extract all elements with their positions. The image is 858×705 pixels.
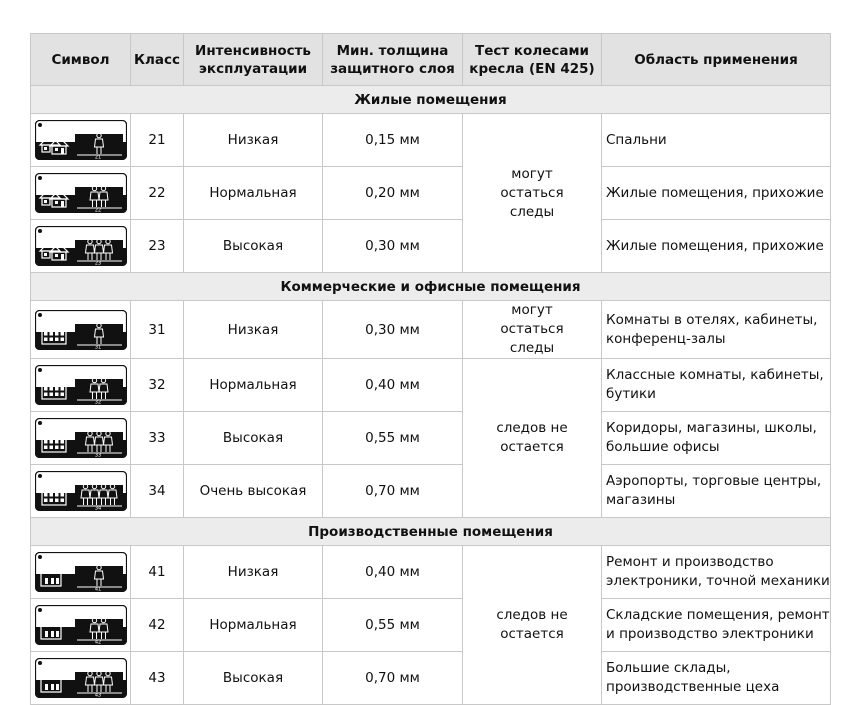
svg-text:34: 34 <box>94 505 101 511</box>
area-cell: Аэропорты, торговые центры, магазины <box>602 465 831 518</box>
svg-text:42: 42 <box>94 639 101 645</box>
thickness-cell: 0,30 мм <box>323 301 463 359</box>
thickness-cell: 0,55 мм <box>323 599 463 652</box>
chair-test-cell <box>463 546 602 705</box>
area-cell: Жилые помещения, прихожие <box>602 167 831 220</box>
table-row <box>31 546 831 599</box>
thickness-cell: 0,70 мм <box>323 465 463 518</box>
table-row <box>31 465 831 518</box>
symbol-cell <box>31 301 131 359</box>
svg-text:31: 31 <box>94 344 101 350</box>
header-chair-test: Тест колесами кресла (EN 425) <box>463 34 602 86</box>
wear-class-table <box>30 33 831 705</box>
symbol-cell <box>31 546 131 599</box>
svg-text:41: 41 <box>94 586 101 592</box>
area-cell: Классные комнаты, кабинеты, бутики <box>602 359 831 412</box>
table-row <box>31 412 831 465</box>
intensity-cell: Высокая <box>184 220 323 273</box>
chair-test-cell <box>463 359 602 518</box>
chair-test-cell <box>463 301 602 359</box>
area-cell: Спальни <box>602 114 831 167</box>
chair-test-text: могут остаться следы <box>500 302 564 356</box>
symbol-cell <box>31 599 131 652</box>
intensity-cell: Нормальная <box>184 359 323 412</box>
symbol-cell <box>31 359 131 412</box>
section-row <box>31 273 831 301</box>
intensity-cell: Высокая <box>184 652 323 705</box>
chair-test-text: могут остаться следы <box>500 165 564 220</box>
table-row <box>31 652 831 705</box>
area-cell: Складские помещения, ремонт и производство электроники <box>602 599 831 652</box>
thickness-cell: 0,40 мм <box>323 546 463 599</box>
symbol-cell <box>31 412 131 465</box>
svg-text:33: 33 <box>94 452 101 458</box>
house-class-symbol-icon <box>35 226 127 266</box>
symbol-cell <box>31 220 131 273</box>
thickness-cell: 0,20 мм <box>323 167 463 220</box>
office-building-class-symbol-icon <box>35 418 127 458</box>
symbol-cell <box>31 465 131 518</box>
area-cell: Ремонт и производство электроники, точной механики <box>602 546 831 599</box>
svg-text:23: 23 <box>94 260 101 266</box>
table-row <box>31 599 831 652</box>
header-row <box>31 34 831 86</box>
intensity-cell: Нормальная <box>184 599 323 652</box>
class-cell: 43 <box>131 652 184 705</box>
factory-class-symbol-icon <box>35 552 127 592</box>
class-cell: 34 <box>131 465 184 518</box>
table-row <box>31 167 831 220</box>
svg-text:32: 32 <box>94 399 101 405</box>
class-cell: 42 <box>131 599 184 652</box>
intensity-cell: Очень высокая <box>184 465 323 518</box>
class-cell: 32 <box>131 359 184 412</box>
house-class-symbol-icon <box>35 173 127 213</box>
table-row <box>31 301 831 359</box>
intensity-cell: Низкая <box>184 301 323 359</box>
section-title: Производственные помещения <box>31 518 831 546</box>
svg-text:22: 22 <box>94 207 101 213</box>
thickness-cell: 0,70 мм <box>323 652 463 705</box>
class-cell: 21 <box>131 114 184 167</box>
section-row <box>31 86 831 114</box>
office-building-class-symbol-icon <box>35 365 127 405</box>
class-cell: 33 <box>131 412 184 465</box>
svg-text:21: 21 <box>94 154 101 160</box>
office-building-class-symbol-icon <box>35 471 127 511</box>
chair-test-text: следов не остается <box>496 420 568 455</box>
thickness-cell: 0,40 мм <box>323 359 463 412</box>
chair-test-text: следов не остается <box>496 607 568 642</box>
table-row <box>31 359 831 412</box>
section-row <box>31 518 831 546</box>
table-row <box>31 220 831 273</box>
factory-class-symbol-icon <box>35 658 127 698</box>
area-cell: Большие склады, производственные цеха <box>602 652 831 705</box>
header-symbol: Символ <box>31 34 131 86</box>
header-class: Класс <box>131 34 184 86</box>
class-cell: 23 <box>131 220 184 273</box>
header-thickness: Мин. толщина защитного слоя <box>323 34 463 86</box>
house-class-symbol-icon <box>35 120 127 160</box>
intensity-cell: Низкая <box>184 114 323 167</box>
thickness-cell: 0,30 мм <box>323 220 463 273</box>
section-title: Коммерческие и офисные помещения <box>31 273 831 301</box>
symbol-cell <box>31 167 131 220</box>
intensity-cell: Высокая <box>184 412 323 465</box>
symbol-cell <box>31 114 131 167</box>
class-cell: 22 <box>131 167 184 220</box>
intensity-cell: Нормальная <box>184 167 323 220</box>
area-cell: Комнаты в отелях, кабинеты, конференц-залы <box>602 301 831 359</box>
table-row <box>31 114 831 167</box>
header-intensity: Интенсивность эксплуатации <box>184 34 323 86</box>
chair-test-cell <box>463 114 602 273</box>
thickness-cell: 0,15 мм <box>323 114 463 167</box>
office-building-class-symbol-icon <box>35 310 127 350</box>
symbol-cell <box>31 652 131 705</box>
section-title: Жилые помещения <box>31 86 831 114</box>
intensity-cell: Низкая <box>184 546 323 599</box>
class-cell: 41 <box>131 546 184 599</box>
header-area: Область применения <box>602 34 831 86</box>
area-cell: Жилые помещения, прихожие <box>602 220 831 273</box>
area-cell: Коридоры, магазины, школы, большие офисы <box>602 412 831 465</box>
svg-text:43: 43 <box>94 692 101 698</box>
class-cell: 31 <box>131 301 184 359</box>
thickness-cell: 0,55 мм <box>323 412 463 465</box>
table-body <box>31 86 831 705</box>
factory-class-symbol-icon <box>35 605 127 645</box>
